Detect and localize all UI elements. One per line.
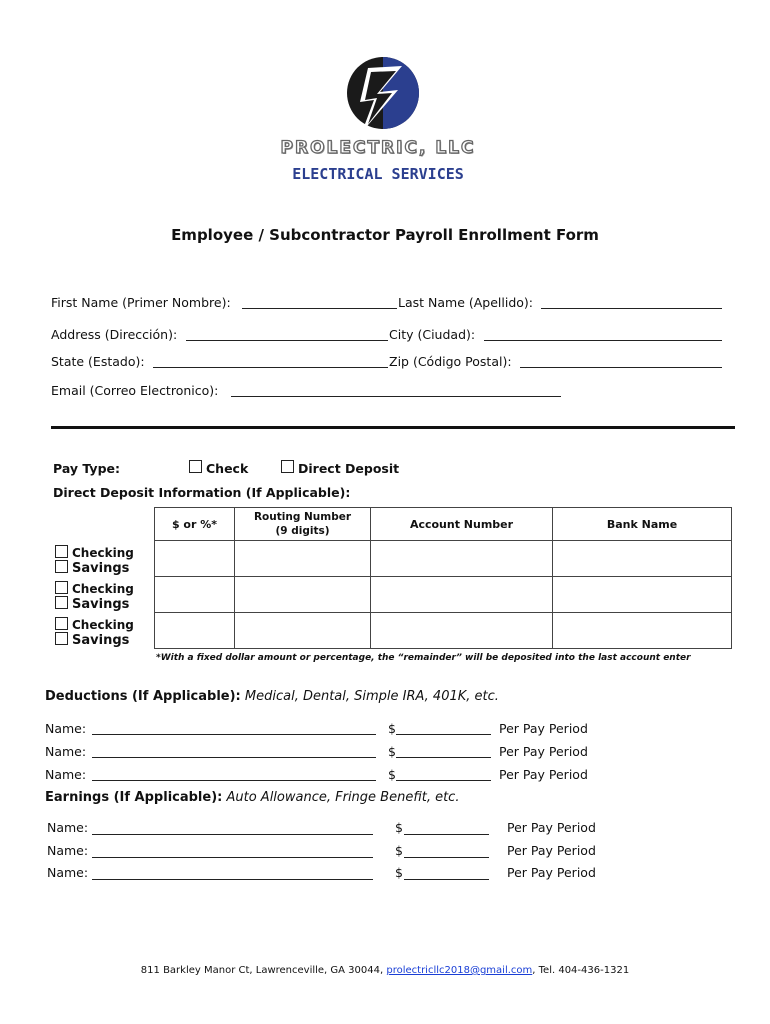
table-header-row [155,508,732,541]
check-option-label: Check [206,461,249,476]
lightning-bolt-icon [340,50,426,136]
earning-name-field-1[interactable] [92,834,373,835]
earning-name-label-3: Name: [47,865,89,880]
footer-phone: , Tel. 404-436-1321 [532,965,630,976]
footer-address: 811 Barkley Manor Ct, Lawrenceville, GA 30044, [140,965,387,976]
savings-label-2: Savings [72,597,130,612]
earning-name-label-2: Name: [47,843,89,858]
deduction-amount-field-2[interactable] [396,757,491,758]
deduction-dollar-2: $ [388,744,396,759]
table-row [155,577,732,613]
checking-checkbox-2[interactable] [55,581,68,594]
earning-dollar-1: $ [395,820,403,835]
bank-cell-3[interactable] [553,613,732,649]
table-row [155,541,732,577]
city-field[interactable] [484,340,722,341]
company-name: PROLECTRIC, LLC [280,138,476,158]
savings-checkbox-3[interactable] [55,632,68,645]
first-name-field[interactable] [242,308,397,309]
savings-label-1: Savings [72,561,130,576]
deductions-heading-row [45,689,499,704]
city-label: City (Ciudad): [389,327,476,342]
deduction-dollar-3: $ [388,767,396,782]
direct-deposit-footnote: *With a fixed dollar amount or percentage, the “remainder” will be deposited into the last account enter [156,653,691,663]
deductions-heading: Deductions (If Applicable): [45,689,241,704]
header-routing [235,508,371,541]
earning-dollar-3: $ [395,865,403,880]
savings-checkbox-1[interactable] [55,560,68,573]
earning-period-1: Per Pay Period [507,820,596,835]
footer [0,965,770,976]
earning-amount-field-1[interactable] [404,834,489,835]
earnings-heading-row [45,790,459,805]
deduction-name-field-1[interactable] [92,734,376,735]
earning-period-2: Per Pay Period [507,843,596,858]
zip-field[interactable] [520,367,722,368]
footer-email-link[interactable]: prolectricllc2018@gmail.com [386,965,533,976]
deduction-name-label-3: Name: [45,767,87,782]
header-routing-digits: (9 digits) [275,525,330,537]
amount-cell-1[interactable] [155,541,235,577]
checking-label-3: Checking [72,618,134,632]
header-amount: $ or %* [155,508,235,541]
header-account: Account Number [371,508,553,541]
check-checkbox[interactable] [189,460,202,473]
account-cell-2[interactable] [371,577,553,613]
deduction-name-label-2: Name: [45,744,87,759]
table-row [155,613,732,649]
section-divider [51,426,735,429]
deduction-amount-field-1[interactable] [396,734,491,735]
deduction-period-1: Per Pay Period [499,721,588,736]
direct-deposit-option-label: Direct Deposit [298,461,400,476]
earning-dollar-2: $ [395,843,403,858]
earning-amount-field-3[interactable] [404,879,489,880]
deduction-name-field-3[interactable] [92,780,376,781]
state-field[interactable] [153,367,388,368]
bank-cell-2[interactable] [553,577,732,613]
email-label: Email (Correo Electronico): [51,383,219,398]
earning-name-label-1: Name: [47,820,89,835]
account-cell-1[interactable] [371,541,553,577]
last-name-label: Last Name (Apellido): [398,295,534,310]
savings-checkbox-2[interactable] [55,596,68,609]
deduction-period-2: Per Pay Period [499,744,588,759]
bank-cell-1[interactable] [553,541,732,577]
form-title: Employee / Subcontractor Payroll Enrollment Form [171,226,599,244]
checking-label-1: Checking [72,546,134,560]
deduction-name-field-2[interactable] [92,757,376,758]
routing-cell-3[interactable] [235,613,371,649]
routing-cell-2[interactable] [235,577,371,613]
earnings-heading: Earnings (If Applicable): [45,790,223,805]
company-tagline: ELECTRICAL SERVICES [292,165,464,183]
pay-type-label: Pay Type: [53,461,120,476]
amount-cell-2[interactable] [155,577,235,613]
earning-name-field-2[interactable] [92,857,373,858]
address-label: Address (Dirección): [51,327,178,342]
deduction-amount-field-3[interactable] [396,780,491,781]
header-routing-label: Routing Number [253,511,352,523]
earning-amount-field-2[interactable] [404,857,489,858]
amount-cell-3[interactable] [155,613,235,649]
deduction-period-3: Per Pay Period [499,767,588,782]
header-bank: Bank Name [553,508,732,541]
direct-deposit-checkbox[interactable] [281,460,294,473]
checking-checkbox-1[interactable] [55,545,68,558]
state-label: State (Estado): [51,354,145,369]
direct-deposit-heading: Direct Deposit Information (If Applicable): [53,485,351,500]
deductions-examples: Medical, Dental, Simple IRA, 401K, etc. [244,689,499,704]
deduction-dollar-1: $ [388,721,396,736]
earnings-examples: Auto Allowance, Fringe Benefit, etc. [226,790,460,805]
zip-label: Zip (Código Postal): [389,354,512,369]
email-field[interactable] [231,396,561,397]
last-name-field[interactable] [541,308,722,309]
checking-label-2: Checking [72,582,134,596]
savings-label-3: Savings [72,633,130,648]
first-name-label: First Name (Primer Nombre): [51,295,231,310]
earning-period-3: Per Pay Period [507,865,596,880]
checking-checkbox-3[interactable] [55,617,68,630]
company-logo [340,50,426,136]
deduction-name-label-1: Name: [45,721,87,736]
routing-cell-1[interactable] [235,541,371,577]
account-cell-3[interactable] [371,613,553,649]
direct-deposit-table [154,507,732,649]
earning-name-field-3[interactable] [92,879,373,880]
address-field[interactable] [186,340,388,341]
